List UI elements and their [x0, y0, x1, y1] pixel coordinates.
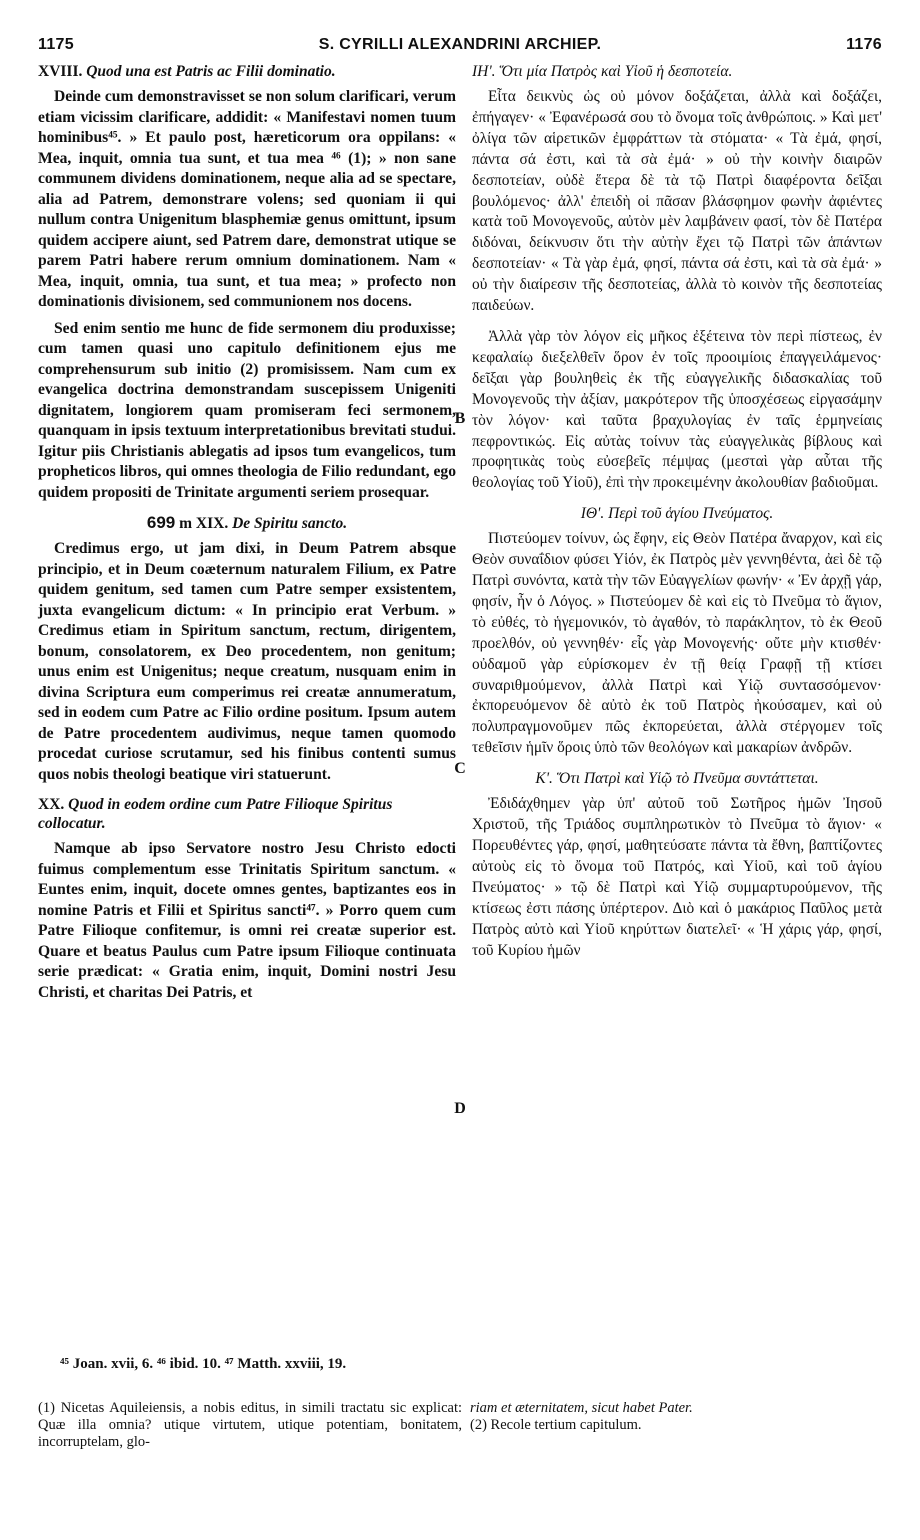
greek-section-18-paragraph-1: Εἶτα δεικνὺς ὡς οὐ μόνον δοξάζεται, ἀλλὰ καὶ δοξάζει, ἐπήγαγεν· « Ἐφανέρωσά σου τὸ ὄνομα τοῖς ἀνθρώποις. » Καὶ μετ' ὀλίγα τῶν αἱρετικῶν ἐμφράττων τὰ στόματα· « Τὰ ἐμά, φησί, πάντα σά ἐστι, καὶ τὰ σὰ ἐμά· » οὐ τὴν κοινὴν διαιρῶν δεσποτείαν, οὐδὲ ἕτερα δὲ τὰ τῷ Πατρὶ διαφέροντα δεῖξαι βουλόμενος· ἀλλ' ἐπειδὴ οἱ πᾶσαν βλάσφημον φωνὴν ἀφιέντες κατὰ τοῦ Μονογενοῦς, αὐτὸν μὲν λαμβάνειν φασί, τὸν δὲ Πατέρα διδόναι, δείκνυσιν ὅτι τὴν αὐτὴν ἔχει τῷ Πατρὶ τῶν ἁπάντων δεσποτείαν· « Τὰ γὰρ ἐμά, φησί, πάντα σά ἐστι, καὶ τὰ σὰ ἐμά· » οὐ τὴν διαίρεσιν τῆς δεσποτείας, ἀλλὰ τὸ κοινὸν τῆς δεσποτείας παιδεύων.	[472, 88, 882, 315]
page-number-right: 1176	[846, 36, 882, 53]
greek-section-19-paragraph-1: Πιστεύομεν τοίνυν, ὡς ἔφην, εἰς Θεὸν Πατέρα ἄναρχον, καὶ εἰς Θεὸν συναΐδιον φύσει Υἱόν, ἐκ Πατρὸς μὲν γεννηθέντα, ἀεὶ δὲ τῷ Πατρὶ συνόντα, κατὰ τὴν τῶν Εὐαγγελίων φωνήν· « Ἐν ἀρχῇ γάρ, φησίν, ἦν ὁ Λόγος. » Πιστεύομεν δὲ καὶ εἰς τὸ Πνεῦμα τὸ ἅγιον, τὸ εὐθές, τὸ ἡγεμονικόν, τὸ ἀγαθόν, τὸ παράκλητον, τὸ ἐκ Θεοῦ προελθόν, οὐ γεννηθέν· εἷς γὰρ Μονογενής· οὔτε μὴν κτισθέν· οὐδαμοῦ γὰρ εὑρίσκομεν ἐν τῇ θείᾳ Γραφῇ τῇ κτίσει συναριθμούμενον, ἀλλὰ Πατρὶ καὶ Υἱῷ συντασσόμενον· ἐκπορευόμενον δὲ αὐτὸ ἐκ τοῦ Πατρὸς ἠκούσαμεν, καὶ οὐ πολυπραγμονοῦμεν πῶς ἐκπορεύεται, ἀλλὰ στέργομεν τοῖς τεθεῖσιν ἡμῖν ὅροις ὑπὸ τῶν θεολόγων καὶ μακαρίων ἀνδρῶν.	[472, 530, 882, 757]
page-number-left: 1175	[38, 36, 74, 53]
section-18-paragraph-1: Deinde cum demonstravisset se non solum clarificari, verum etiam vicissim clarificare, addidit: « Manifestavi nomen tuum hominibus⁴⁵. » Et paulo post, hæreticorum ora oppilans: « Mea, inquit, omnia tua sunt, et tua mea ⁴⁶ (1); » non sane communem dividens dominationem, neque alia ad se spectare, alia ad Patrem, demonstrare volens; sed quoniam ii qui nullum contra Unigenitum blasphemiæ genus omittunt, ipsum quidem accipere aiunt, sed Patrem dare, demonstrat utique se parem Patri habere rerum omnium dominationem. Nam « Mea, inquit, omnia, tua sunt, et tua mea; » profecto non dominationis divisionem, sed communionem nos docens.	[38, 88, 456, 310]
margin-letter-d: D	[454, 1100, 466, 1117]
section-19-number: m XIX.	[179, 515, 229, 532]
section-20-title: Quod in eodem ordine cum Patre Filioque Spiritus collocatur.	[38, 796, 393, 832]
greek-section-18-heading	[472, 62, 882, 81]
greek-section-19-title: ΙΘ'. Περὶ τοῦ ἁγίου Πνεύματος.	[580, 505, 774, 523]
greek-section-20-paragraph-1: Ἐδιδάχθημεν γὰρ ὑπ' αὐτοῦ τοῦ Σωτῆρος ἡμῶν Ἰησοῦ Χριστοῦ, τῆς Τριάδος συμπληρωτικὸν τὸ Πνεῦμα τὸ ἅγιον· « Πορευθέντες γάρ, φησί, μαθητεύσατε πάντα τὰ ἔθνη, βαπτίζοντες αὐτοὺς εἰς τὸ ὄνομα τοῦ Πατρός, καὶ Υἱοῦ, καὶ τοῦ ἁγίου Πνεύματος· » τῷ δὲ Πατρὶ καὶ Υἱῷ συμμαρτυρούμενον, τῆς κτίσεως ἐστι πάσης ὑπέρτερον. Διὸ καὶ ὁ μακάριος Παῦλος μετὰ Πατρὸς αὐτὸ καὶ Υἱοῦ κηρύττων διατελεῖ· « Ἡ χάρις γάρ, φησί, τοῦ Κυρίου ἡμῶν	[472, 795, 882, 959]
margin-letter-b: B	[454, 410, 466, 427]
column-number: 699	[146, 513, 176, 532]
section-20-number: XX.	[38, 796, 65, 813]
greek-section-18-paragraph-2: Ἀλλὰ γὰρ τὸν λόγον εἰς μῆκος ἐξέτεινα τὸν περὶ πίστεως, ἐν κεφαλαίῳ διεξελθεῖν ὅρον ἐν τοῖς προοιμίοις ἐπαγγειλάμενος· δεῖξαι γὰρ βουληθεὶς ἐκ τῆς εὐαγγελικῆς διδασκαλίας τοῦ Μονογενοῦς τὴν ἀξίαν, μακρότερον τῆς ὑποσχέσεως εἰργασάμην τὸν λόγον· καὶ ταῦτα βραχυλογίας ἐν ταῖς ἑρμηνείαις πεφροντικώς. Εἰς αὐτὰς τοίνυν τὰς εὐαγγελικὰς βίβλους καὶ προφητικὰς τοὺς εὐσεβεῖς πέμψας (μεσταὶ γὰρ αὗται τῆς θεολογίας τοῦ Υἱοῦ), ἐπὶ τὴν προκειμένην ἀκολουθίαν βαδιοῦμαι.	[472, 327, 882, 492]
greek-section-20-title: Κ'. Ὅτι Πατρὶ καὶ Υἱῷ τὸ Πνεῦμα συντάττεται.	[535, 770, 819, 788]
section-18-paragraph-2: Sed enim sentio me hunc de fide sermonem diu produxisse; cum tamen quasi uno capitulo definitionem ejus me comprehensurum sub initio (2) promisissem. Nam cum ex evangelica doctrina demonstrandam suscepissem Unigeniti dignitatem, longiorem quam promiseram feci sermonem, quanquam in ipsis textuum interpretationibus brevitati studui. Igitur piis Christianis ablegatis ad ipsos tum evangelicos, tum propheticos libros, qui omnes theologia de Filio redundant, ego quidem propositi de Trinitate argumenti seriem prosequar.	[38, 319, 456, 501]
section-18-number: XVIII.	[38, 63, 83, 80]
greek-column	[472, 62, 882, 961]
scripture-references: ⁴⁵ Joan. xvii, 6. ⁴⁶ ibid. 10. ⁴⁷ Matth. xxviii, 19.	[60, 1356, 347, 1372]
footnote-1	[38, 1400, 462, 1451]
section-18-title: Quod una est Patris ac Filii dominatio.	[86, 63, 336, 80]
section-18-heading	[38, 62, 456, 81]
footnotes-right	[470, 1400, 890, 1434]
margin-letter-c: C	[454, 760, 466, 777]
section-19-heading	[38, 513, 456, 533]
running-title: S. CYRILLI ALEXANDRINI ARCHIEP.	[318, 36, 602, 53]
section-20-heading	[38, 795, 456, 833]
latin-column	[38, 62, 456, 1003]
section-19-title: De Spiritu sancto.	[232, 515, 348, 532]
footnote-1-continuation: riam et æternitatem, sicut habet Pater.	[470, 1400, 693, 1416]
footnote-1-text: (1) Nicetas Aquileiensis, a nobis editus, in simili tractatu sic explicat: Quæ illa omnia? utique virtutem, utique potentiam, bonitatem, incorruptelam, glo-	[38, 1400, 462, 1450]
running-header	[38, 36, 882, 58]
footnote-2: (2) Recole tertium capitulum.	[470, 1417, 642, 1433]
greek-section-19-heading	[472, 504, 882, 523]
greek-section-18-title: ΙΗ'. Ὅτι μία Πατρὸς καὶ Υἱοῦ ἡ δεσποτεία.	[472, 63, 733, 80]
section-20-paragraph-1: Namque ab ipso Servatore nostro Jesu Christo edocti fuimus complementum esse Trinitatis Spiritum sanctum. « Euntes enim, inquit, docete omnes gentes, baptizantes eos in nomine Patris et Filii et Spiritus sancti⁴⁷. » Porro quem cum Patre Filioque confitemur, is omni rei creatæ superior est. Quare et beatus Paulus cum Patre ipsum Filioque continuata serie prædicat: « Gratia enim, inquit, Domini nostri Jesu Christi, et charitas Dei Patris, et	[38, 840, 456, 1001]
section-19-paragraph-1: Credimus ergo, ut jam dixi, in Deum Patrem absque principio, et in Deum coæternum naturalem Filium, ex Patre quidem genitum, sed tamen cum Patre semper exsistentem, juxta evangelicum dictum: « In principio erat Verbum. » Credimus etiam in Spiritum sanctum, rectum, dirigentem, bonum, consolatorem, ex Deo procedentem, non genitum; unus enim est Unigenitus; neque creatum, nusquam enim in divina Scriptura eum comperimus rei creatæ annumeratum, sed in eodem cum Patre ac Filio ordine positum. Ipsum autem de Patre procedentem audivimus, neque tamen quomodo procedat curiose scrutamur, sed his finibus contenti sumus quos nobis theologi beatique viri statuerunt.	[38, 540, 456, 783]
greek-section-20-heading	[472, 769, 882, 788]
